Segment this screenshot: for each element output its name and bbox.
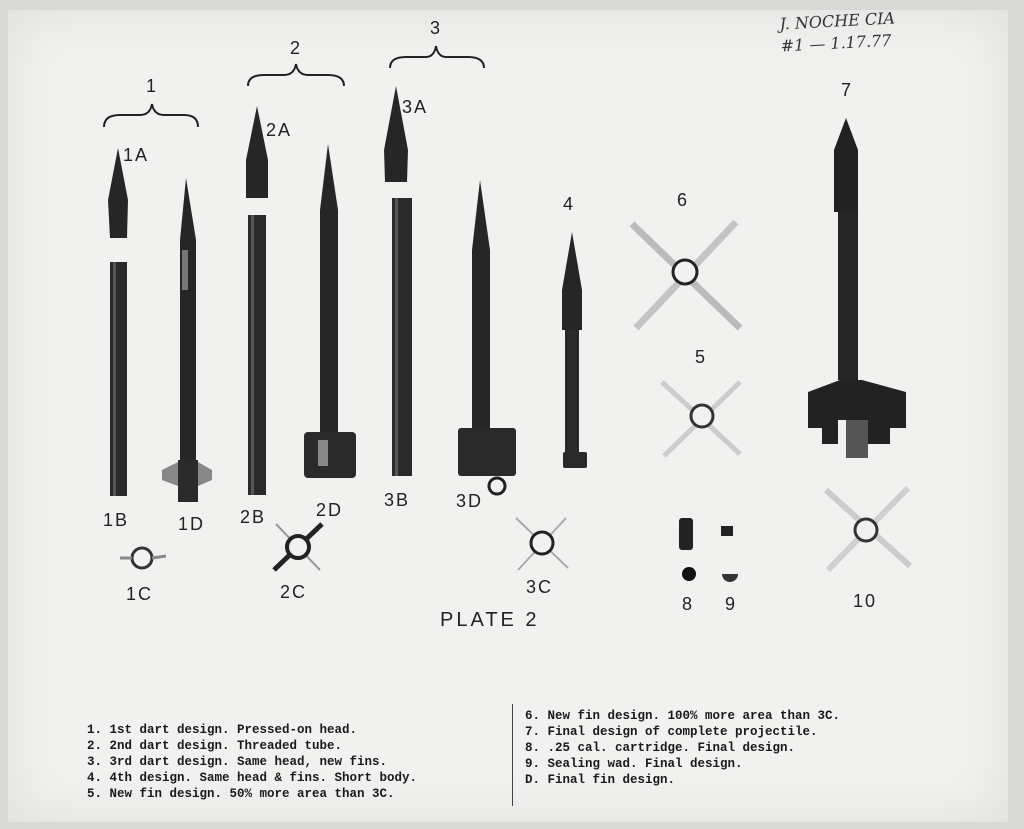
label-2a: 2A: [266, 120, 293, 140]
dart-2d: [320, 144, 338, 432]
label-3b: 3B: [384, 490, 411, 510]
caption-column-left: [87, 722, 507, 802]
caption-line: 4. 4th design. Same head & fins. Short body.: [87, 771, 418, 785]
caption-legend: [75, 700, 945, 810]
projectile-7: [808, 118, 906, 458]
caption-column-right: [525, 708, 945, 788]
label-3a: 3A: [402, 97, 429, 117]
label-1a: 1A: [123, 145, 150, 165]
label-1d: 1D: [178, 514, 206, 534]
label-3c: 3C: [526, 577, 554, 597]
fin-3c: [516, 518, 568, 570]
caption-line: 8. .25 cal. cartridge. Final design.: [525, 741, 796, 755]
label-6: 6: [677, 190, 690, 210]
group-label-2: 2: [290, 38, 303, 58]
label-2c: 2C: [280, 582, 308, 602]
label-1c: 1C: [126, 584, 154, 604]
label-5: 5: [695, 347, 708, 367]
fin-2c: [274, 524, 322, 570]
label-7: 7: [841, 80, 854, 100]
handwritten-line-2: #1 — 1.17.77: [780, 30, 892, 56]
label-2d: 2D: [316, 500, 344, 520]
label-9: 9: [725, 594, 738, 614]
dart-4: [562, 232, 582, 330]
wad-9: [721, 526, 738, 582]
dart-3d: [472, 180, 490, 430]
cartridge-8: [679, 518, 696, 581]
brace-group-3: [390, 46, 484, 68]
label-2b: 2B: [240, 507, 267, 527]
group-label-1: 1: [146, 76, 159, 96]
caption-line: 1. 1st dart design. Pressed-on head.: [87, 723, 358, 737]
caption-line: D. Final fin design.: [525, 773, 676, 787]
caption-line: 3. 3rd dart design. Same head, new fins.: [87, 755, 388, 769]
label-10: 10: [853, 591, 878, 611]
caption-line: 5. New fin design. 50% more area than 3C.: [87, 787, 395, 801]
handwritten-line-1: J. NOCHE CIA: [779, 8, 896, 34]
dart-2a-head: [246, 106, 268, 198]
label-8: 8: [682, 594, 695, 614]
caption-line: 6. New fin design. 100% more area than 3C.: [525, 709, 841, 723]
group-label-3: 3: [430, 18, 443, 38]
label-4: 4: [563, 194, 576, 214]
dart-1b-tube: [110, 262, 127, 496]
dart-1d: [180, 178, 196, 460]
plate-title: PLATE 2: [440, 609, 540, 631]
caption-line: 9. Sealing wad. Final design.: [525, 757, 743, 771]
brace-group-1: [104, 104, 198, 127]
dart-2b-tube: [248, 215, 266, 495]
fin-10: [826, 488, 910, 570]
caption-divider: [512, 704, 513, 806]
caption-line: 2. 2nd dart design. Threaded tube.: [87, 739, 343, 753]
fin-1c: [120, 548, 166, 568]
caption-line: 7. Final design of complete projectile.: [525, 725, 818, 739]
label-1b: 1B: [103, 510, 130, 530]
label-3d: 3D: [456, 491, 484, 511]
brace-group-2: [248, 64, 344, 86]
fin-6: [632, 222, 740, 328]
fin-5: [662, 382, 740, 456]
